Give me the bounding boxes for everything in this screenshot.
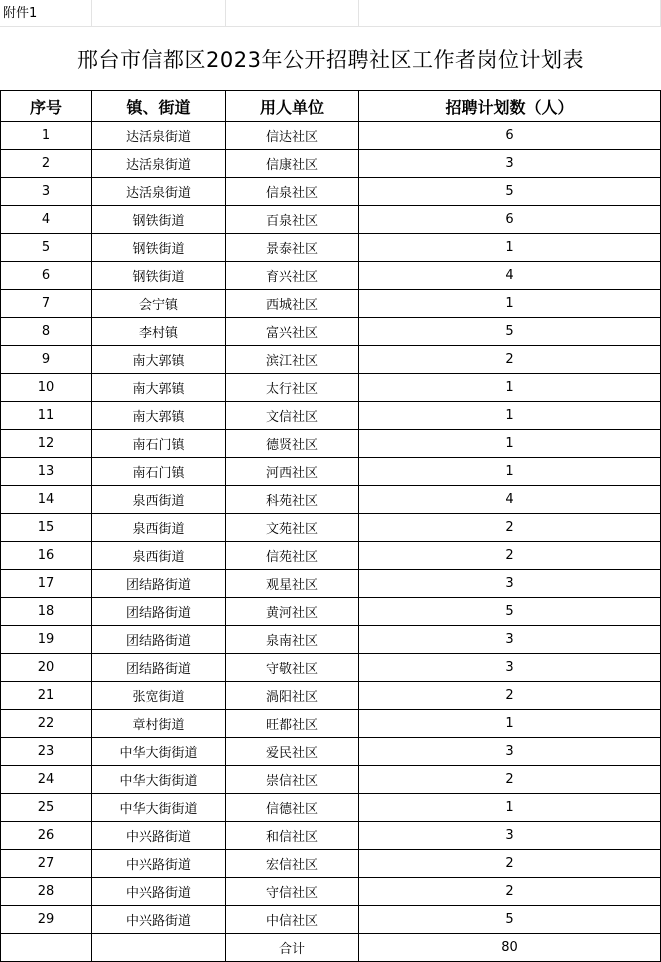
cell-employer: 河西社区 <box>226 458 359 486</box>
cell-town-street: 钢铁街道 <box>92 262 226 290</box>
attachment-label: 附件1 <box>3 6 38 21</box>
cell-plan-count: 1 <box>359 458 661 486</box>
header-serial: 序号 <box>1 91 92 122</box>
attachment-row <box>0 0 661 28</box>
cell-town-street: 张宽街道 <box>92 682 226 710</box>
total-label: 合计 <box>226 934 359 962</box>
cell-serial: 21 <box>1 682 92 710</box>
table-row <box>1 738 661 766</box>
cell-employer: 信德社区 <box>226 794 359 822</box>
cell-plan-count: 3 <box>359 822 661 850</box>
cell-employer: 泉南社区 <box>226 626 359 654</box>
cell-town-street: 会宁镇 <box>92 290 226 318</box>
table-row <box>1 374 661 402</box>
cell-employer: 百泉社区 <box>226 206 359 234</box>
cell-employer: 文信社区 <box>226 402 359 430</box>
cell-plan-count: 3 <box>359 150 661 178</box>
cell-serial: 15 <box>1 514 92 542</box>
cell-plan-count: 3 <box>359 626 661 654</box>
cell-town-street: 中华大街街道 <box>92 794 226 822</box>
cell-town-street: 南大郭镇 <box>92 346 226 374</box>
table-row <box>1 262 661 290</box>
cell-employer: 和信社区 <box>226 822 359 850</box>
header-town-street: 镇、街道 <box>92 91 226 122</box>
cell-serial: 28 <box>1 878 92 906</box>
cell-serial: 29 <box>1 906 92 934</box>
cell-town-street: 南大郭镇 <box>92 374 226 402</box>
cell-employer: 太行社区 <box>226 374 359 402</box>
cell-plan-count: 1 <box>359 374 661 402</box>
cell-serial: 18 <box>1 598 92 626</box>
header-plan-count: 招聘计划数（人） <box>359 91 661 122</box>
cell-town-street: 中兴路街道 <box>92 822 226 850</box>
cell-town-street: 泉西街道 <box>92 542 226 570</box>
table-row <box>1 178 661 206</box>
cell-plan-count: 5 <box>359 598 661 626</box>
cell-plan-count: 3 <box>359 570 661 598</box>
table-row <box>1 598 661 626</box>
cell-plan-count: 6 <box>359 122 661 150</box>
cell-town-street: 泉西街道 <box>92 514 226 542</box>
cell-town-street: 中华大街街道 <box>92 738 226 766</box>
cell-employer: 信康社区 <box>226 150 359 178</box>
cell-town-street: 南大郭镇 <box>92 402 226 430</box>
cell-employer: 信泉社区 <box>226 178 359 206</box>
cell-serial: 9 <box>1 346 92 374</box>
cell-town-street: 达活泉街道 <box>92 178 226 206</box>
cell-employer: 渦阳社区 <box>226 682 359 710</box>
cell-employer: 崇信社区 <box>226 766 359 794</box>
cell-employer: 德贤社区 <box>226 430 359 458</box>
cell-serial: 24 <box>1 766 92 794</box>
cell-employer: 中信社区 <box>226 906 359 934</box>
cell-town-street: 南石门镇 <box>92 458 226 486</box>
cell-plan-count: 5 <box>359 318 661 346</box>
cell-employer: 科苑社区 <box>226 486 359 514</box>
total-value: 80 <box>359 934 661 962</box>
cell-plan-count: 3 <box>359 738 661 766</box>
cell-serial: 14 <box>1 486 92 514</box>
cell-serial: 11 <box>1 402 92 430</box>
cell-serial: 23 <box>1 738 92 766</box>
total-empty-cell[interactable] <box>92 934 226 962</box>
cell-plan-count: 3 <box>359 654 661 682</box>
cell-serial: 5 <box>1 234 92 262</box>
cell-plan-count: 1 <box>359 430 661 458</box>
cell-serial: 3 <box>1 178 92 206</box>
cell-serial: 1 <box>1 122 92 150</box>
table-row <box>1 234 661 262</box>
cell-employer: 富兴社区 <box>226 318 359 346</box>
cell-serial: 22 <box>1 710 92 738</box>
cell-town-street: 团结路街道 <box>92 654 226 682</box>
table-row <box>1 682 661 710</box>
cell-employer: 西城社区 <box>226 290 359 318</box>
table-row <box>1 906 661 934</box>
cell-serial: 6 <box>1 262 92 290</box>
cell-plan-count: 1 <box>359 290 661 318</box>
table-row <box>1 794 661 822</box>
cell-plan-count: 6 <box>359 206 661 234</box>
table-row <box>1 710 661 738</box>
cell-serial: 8 <box>1 318 92 346</box>
table-header-row <box>1 91 661 122</box>
cell-employer: 景泰社区 <box>226 234 359 262</box>
cell-plan-count: 4 <box>359 486 661 514</box>
table-row <box>1 430 661 458</box>
table-row <box>1 878 661 906</box>
table-row <box>1 626 661 654</box>
cell-serial: 25 <box>1 794 92 822</box>
table-row <box>1 318 661 346</box>
cell-serial: 10 <box>1 374 92 402</box>
cell-serial: 13 <box>1 458 92 486</box>
cell-plan-count: 1 <box>359 234 661 262</box>
cell-town-street: 团结路街道 <box>92 598 226 626</box>
cell-plan-count: 2 <box>359 346 661 374</box>
cell-town-street: 中兴路街道 <box>92 850 226 878</box>
cell-town-street: 团结路街道 <box>92 570 226 598</box>
cell-employer: 信苑社区 <box>226 542 359 570</box>
cell-town-street: 中兴路街道 <box>92 878 226 906</box>
cell-plan-count: 2 <box>359 542 661 570</box>
attachment-cell[interactable] <box>0 0 92 27</box>
cell-town-street: 李村镇 <box>92 318 226 346</box>
cell-employer: 文苑社区 <box>226 514 359 542</box>
cell-plan-count: 2 <box>359 878 661 906</box>
table-row <box>1 822 661 850</box>
cell-serial: 27 <box>1 850 92 878</box>
table-row <box>1 122 661 150</box>
cell-town-street: 中华大街街道 <box>92 766 226 794</box>
table-row <box>1 290 661 318</box>
cell-plan-count: 1 <box>359 794 661 822</box>
table-row <box>1 150 661 178</box>
cell-employer: 育兴社区 <box>226 262 359 290</box>
table-row <box>1 766 661 794</box>
cell-town-street: 团结路街道 <box>92 626 226 654</box>
table-row <box>1 654 661 682</box>
empty-cell[interactable] <box>226 0 359 27</box>
total-row <box>1 934 661 962</box>
sheet-title: 邢台市信都区2023年公开招聘社区工作者岗位计划表 <box>77 48 584 72</box>
cell-plan-count: 2 <box>359 682 661 710</box>
cell-serial: 2 <box>1 150 92 178</box>
table-body <box>1 122 661 934</box>
header-employer: 用人单位 <box>226 91 359 122</box>
cell-serial: 4 <box>1 206 92 234</box>
cell-plan-count: 1 <box>359 710 661 738</box>
cell-employer: 爱民社区 <box>226 738 359 766</box>
table-row <box>1 402 661 430</box>
cell-employer: 旺都社区 <box>226 710 359 738</box>
cell-plan-count: 2 <box>359 850 661 878</box>
cell-employer: 黄河社区 <box>226 598 359 626</box>
table-row <box>1 458 661 486</box>
table-row <box>1 206 661 234</box>
cell-town-street: 泉西街道 <box>92 486 226 514</box>
table-row <box>1 346 661 374</box>
cell-employer: 观星社区 <box>226 570 359 598</box>
cell-plan-count: 2 <box>359 514 661 542</box>
cell-employer: 守信社区 <box>226 878 359 906</box>
cell-plan-count: 4 <box>359 262 661 290</box>
cell-plan-count: 2 <box>359 766 661 794</box>
cell-town-street: 南石门镇 <box>92 430 226 458</box>
table-row <box>1 514 661 542</box>
recruitment-plan-table <box>0 90 661 962</box>
empty-cell[interactable] <box>359 0 661 27</box>
cell-town-street: 达活泉街道 <box>92 150 226 178</box>
cell-plan-count: 1 <box>359 402 661 430</box>
cell-employer: 守敬社区 <box>226 654 359 682</box>
cell-serial: 20 <box>1 654 92 682</box>
cell-employer: 宏信社区 <box>226 850 359 878</box>
cell-serial: 17 <box>1 570 92 598</box>
cell-town-street: 中兴路街道 <box>92 906 226 934</box>
cell-town-street: 钢铁街道 <box>92 206 226 234</box>
cell-serial: 19 <box>1 626 92 654</box>
cell-town-street: 达活泉街道 <box>92 122 226 150</box>
table-row <box>1 486 661 514</box>
table-row <box>1 542 661 570</box>
cell-employer: 滨江社区 <box>226 346 359 374</box>
cell-serial: 12 <box>1 430 92 458</box>
total-empty-cell[interactable] <box>1 934 92 962</box>
cell-plan-count: 5 <box>359 906 661 934</box>
cell-serial: 26 <box>1 822 92 850</box>
empty-cell[interactable] <box>92 0 226 27</box>
cell-serial: 16 <box>1 542 92 570</box>
cell-serial: 7 <box>1 290 92 318</box>
cell-employer: 信达社区 <box>226 122 359 150</box>
table-row <box>1 570 661 598</box>
table-row <box>1 850 661 878</box>
cell-town-street: 钢铁街道 <box>92 234 226 262</box>
cell-plan-count: 5 <box>359 178 661 206</box>
cell-town-street: 章村街道 <box>92 710 226 738</box>
